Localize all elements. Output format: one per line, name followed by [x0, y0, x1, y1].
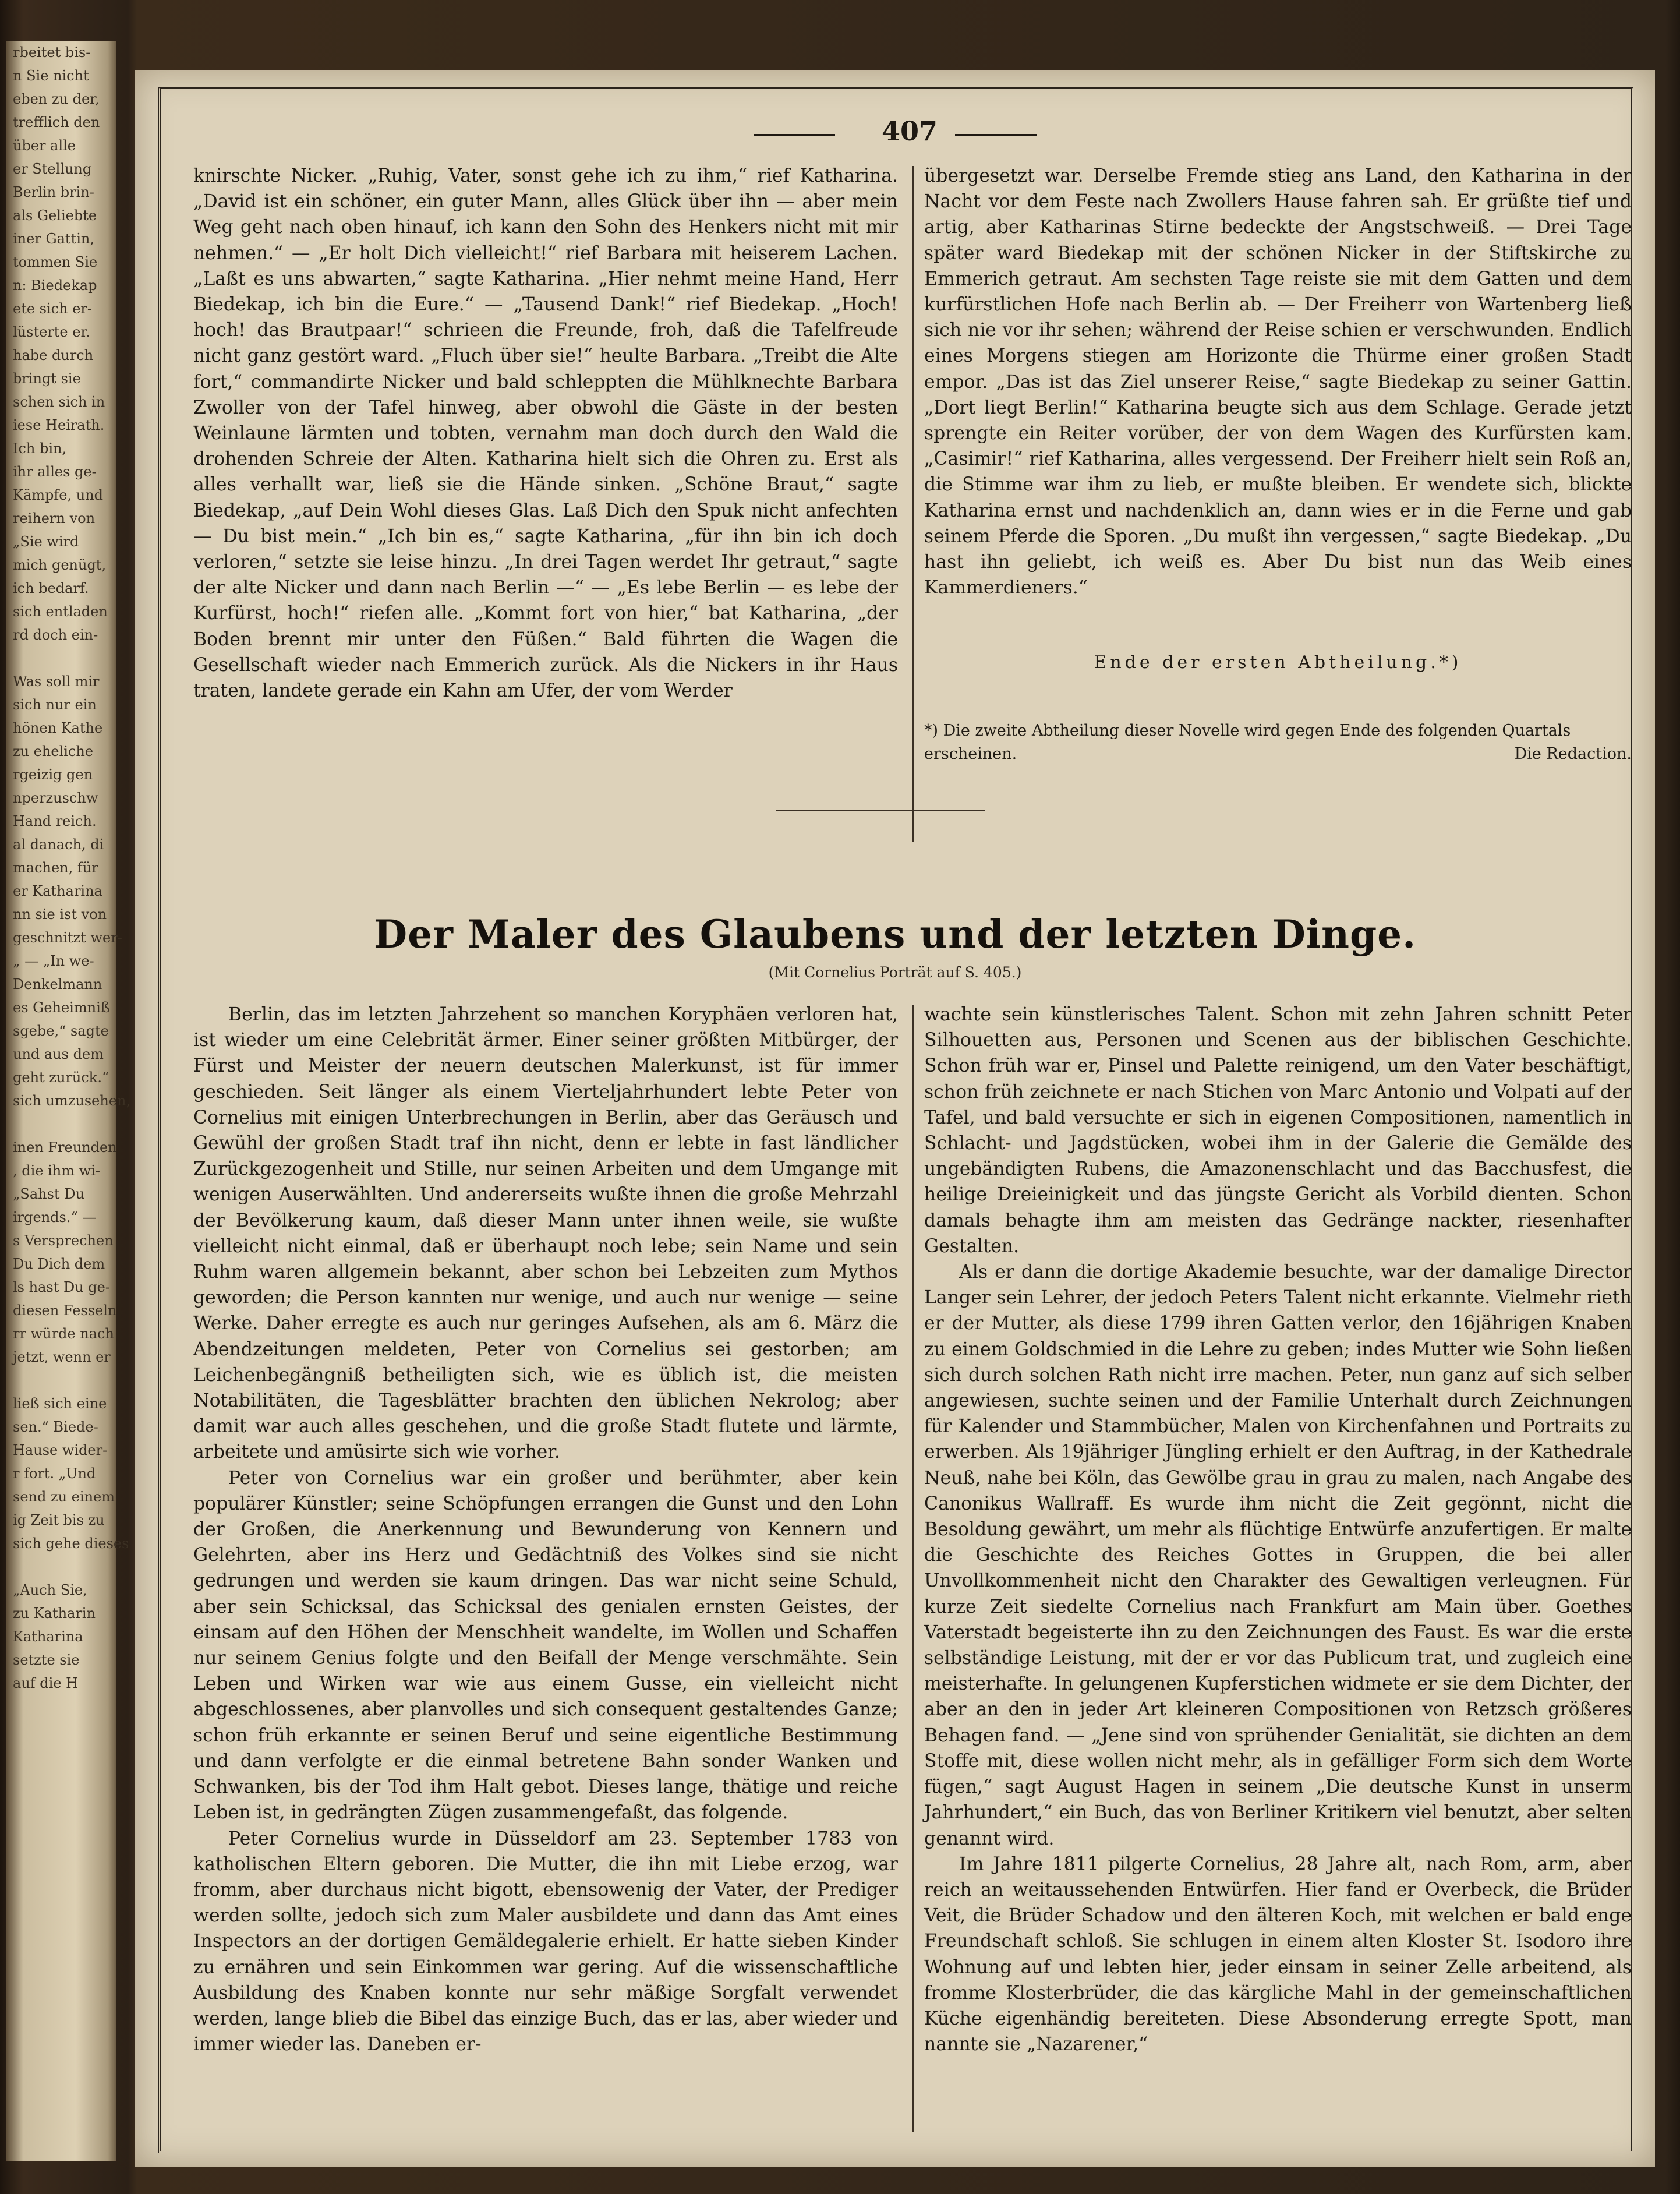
- adjacent-page-line: geschnitzt wer-: [13, 930, 122, 946]
- adjacent-page-line: r fort. „Und: [13, 1465, 96, 1482]
- article-paragraph: wachte sein künstlerisches Talent. Schon mit zehn Jahren schnitt Peter Silhouetten aus, Personen und Scenen aus der biblischen Geschichte. Schon früh war er, Pinsel und Palette reinigend, um den Vater beschäftigt, schon früh zeichnete er nach Stichen von Marc Antonio und Volpati auf der Tafel, und bald versuchte er sich in eigenen Compositionen, namentlich in Schlacht- und Jagdstücken, wobei ihm in der Galerie die Gemälde des ungebändigten Rubens, die Amazonenschlacht und das Bacchusfest, die heilige Dreieinigkeit und das jüngste Gericht als Vorbild dienten. Schon damals behagte ihm am meisten das Gedränge nackter, riesenhafter Gestalten.: [924, 1004, 1632, 1257]
- story-right-column: [924, 163, 1632, 600]
- adjacent-page-line: „Sie wird: [13, 534, 79, 550]
- adjacent-page-line: Kämpfe, und: [13, 487, 103, 503]
- adjacent-page-line: iner Gattin,: [13, 231, 94, 247]
- adjacent-page-strip: [6, 41, 131, 2161]
- adjacent-page-line: [6, 1555, 116, 1578]
- adjacent-page-line: rgeizig gen: [13, 766, 93, 783]
- article-paragraph: Im Jahre 1811 pilgerte Cornelius, 28 Jahre alt, nach Rom, arm, aber reich an weitaussehenden Entwürfen. Hier fand er Overbeck, die Brüder Veit, die Brüder Schadow und den älteren Koch, mit welchen er bald enge Freundschaft schloß. Sie schlugen in einem alten Kloster St. Isodoro ihre Wohnung auf und lebten hier, jeder einsam in seiner Zelle arbeitend, als fromme Klosterbrüder, die das kärgliche Mahl in der gemeinschaftlichen Küche eigenhändig bereiteten. Diese Absonderung erregte Spott, man nannte sie „Nazarener,“: [924, 1853, 1632, 2055]
- adjacent-page-line: Du Dich dem: [13, 1256, 105, 1272]
- adjacent-page-line: al danach, di: [13, 836, 104, 853]
- adjacent-page-line: schen sich in: [13, 394, 105, 410]
- adjacent-page-line: sich nur ein: [13, 697, 97, 713]
- adjacent-page-line: Hause wider-: [13, 1442, 108, 1458]
- story-left-text: knirschte Nicker. „Ruhig, Vater, sonst gehe ich zu ihm,“ rief Katharina. „David ist ein schöner, ein guter Mann, alles Glück über ihn — aber mein Weg geht nach oben hinauf, ich kann den Sohn des Henkers nicht mit mir nehmen.“ — „Er holt Dich vielleicht!“ rief Barbara mit heiserem Lachen. „Laßt es uns abwarten,“ sagte Katharina. „Hier nehmt meine Hand, Herr Biedekap, ich bin die Eure.“ — „Tausend Dank!“ rief Biedekap. „Hoch! hoch! das Brautpaar!“ schrieen die Freunde, froh, daß die Tafelfreude nicht ganz gestört ward. „Fluch über sie!“ heulte Barbara. „Treibt die Alte fort,“ commandirte Nicker und bald schleppten die Mühlknechte Barbara Zwoller von der Tafel hinweg, aber obwohl die Gäste in der besten Weinlaune lärmten und tobten, vernahm man doch durch den Wald die drohenden Schreie der Alten. Katharina hielt sich die Ohren zu. Erst als alles verhallt war, ließ sie die Hände sinken. „Schöne Braut,“ sagte Biedekap, „auf Dein Wohl dieses Glas. Laß Dich den Spuk nicht anfechten — Du bist mein.“ „Ich bin es,“ sagte Katharina, „für ihn bin ich doch verloren,“ setzte sie leise hinzu. „In drei Tagen werdet Ihr getraut,“ sagte der alte Nicker und dann nach Berlin —“ — „Es lebe Berlin — es lebe der Kurfürst, hoch!“ riefen alle. „Kommt fort von hier,“ bat Katharina, „der Boden brennt mir unter den Füßen.“ Bald führten die Wagen die Gesellschaft wieder nach Emmerich zurück. Als die Nickers in ihr Haus traten, landete gerade ein Kahn am Ufer, der vom Werder: [193, 165, 898, 702]
- adjacent-page-line: es Geheimniß: [13, 999, 110, 1016]
- adjacent-page-line: „Auch Sie,: [13, 1582, 87, 1598]
- adjacent-page-line: , die ihm wi-: [13, 1163, 100, 1179]
- adjacent-page-line: s Versprechen: [13, 1232, 114, 1249]
- adjacent-page-line: „ — „In we-: [13, 953, 94, 969]
- adjacent-page-line: zu eheliche: [13, 743, 94, 759]
- adjacent-page-line: Katharina: [13, 1628, 83, 1645]
- adjacent-page-line: n Sie nicht: [13, 68, 89, 84]
- adjacent-page-line: tommen Sie: [13, 254, 98, 270]
- adjacent-page-line: auf die H: [13, 1675, 79, 1691]
- adjacent-page-line: habe durch: [13, 347, 94, 363]
- article-right-column: [924, 1002, 1632, 2057]
- adjacent-page-line: sich entladen: [13, 603, 108, 620]
- adjacent-page-line: ig Zeit bis zu: [13, 1512, 105, 1528]
- article-left-column: [193, 1002, 898, 2057]
- adjacent-page-line: über alle: [13, 137, 76, 154]
- adjacent-page-line: geht zurück.“: [13, 1069, 109, 1086]
- adjacent-page-line: ließ sich eine: [13, 1395, 107, 1412]
- adjacent-page-line: nperzuschw: [13, 790, 98, 806]
- adjacent-page-line: sich gehe dieses: [13, 1535, 129, 1552]
- adjacent-page-line: setzte sie: [13, 1652, 80, 1668]
- adjacent-page-line: „Sahst Du: [13, 1186, 84, 1202]
- adjacent-page-line: er Katharina: [13, 883, 102, 899]
- article-separator: [776, 810, 985, 811]
- adjacent-page-line: zu Katharin: [13, 1605, 96, 1621]
- adjacent-page-line: hönen Kathe: [13, 720, 103, 736]
- adjacent-page-line: Hand reich.: [13, 813, 97, 829]
- column-divider-top: [912, 166, 914, 842]
- newspaper-page: [135, 70, 1655, 2167]
- article-paragraph: Als er dann die dortige Akademie besuchte, war der damalige Director Langer sein Lehrer, der jedoch Peters Talent nicht erkannte. Vielmehr rieth er der Mutter, als diese 1799 ihren Gatten verlor, den 16jährigen Knaben zu einem Goldschmied in die Lehre zu geben; indes Mutter wie Sohn ließen sich durch solchen Rath nicht irre machen. Peter, nun ganz auf sich selber angewiesen, suchte seinen und der Familie Unterhalt durch Zeichnungen für Kalender und Stammbücher, Malen von Kirchenfahnen und Portraits zu erwerben. Als 19jähriger Jüngling erhielt er den Auftrag, in der Kathedrale Neuß, nahe bei Köln, das Gewölbe grau in grau zu malen, nach Angabe des Canonikus Wallraff. Es wurde ihm nicht die Zeit gegönnt, nicht die Besoldung gewährt, um mehr als flüchtige Entwürfe anzufertigen. Er malte die Geschichte des Reiches Gottes in Gruppen, die bei aller Unvollkommenheit nicht den Charakter des Gewaltigen verleugnen. Für kurze Zeit siedelte Cornelius nach Frankfurt am Main über. Goethes Vaterstadt begeisterte ihn zu den Zeichnungen des Faust. Es war die erste selbständige Leistung, mit der er vor das Publicum trat, und zugleich eine meisterhafte. In gelungenen Kupferstichen widmete er sie dem Dichter, der aber an den in jeder Art kleineren Compositionen von Retzsch größeres Behagen fand. — „Jene sind von sprühender Genialität, sie dichten an dem Stoffe mit, diese wollen nicht mehr, als in gefälliger Form sich dem Worte fügen,“ sagt August Hagen in seinem „Die deutsche Kunst in unserm Jahrhundert,“ ein Buch, das von Berliner Kritikern viel benutzt, aber selten genannt wird.: [924, 1262, 1632, 1849]
- adjacent-page-line: machen, für: [13, 860, 98, 876]
- adjacent-page-line: nn sie ist von: [13, 906, 107, 923]
- page-number-rule-left: [754, 134, 835, 136]
- adjacent-page-line: [6, 646, 116, 670]
- article-paragraph: Berlin, das im letzten Jahrzehent so manchen Koryphäen verloren hat, ist wieder um eine Celebrität ärmer. Einer seiner größten Mitbürger, der Fürst und Meister der neuern deutschen Malerkunst, ist für immer geschieden. Seit länger als einem Vierteljahrhundert lebte Peter von Cornelius mit einigen Unterbrechungen in Berlin, aber das Geräusch und Gewühl der großen Stadt traf ihn nicht, denn er lebte in fast ländlicher Zurückgezogenheit und Stille, nur seinen Arbeiten und dem Umgange mit wenigen Auserwählten. Und andererseits wußte ihnen die große Mehrzahl der Bevölkerung kaum, daß dieser Mann unter ihnen weile, sie wußte vielleicht nicht einmal, daß er überhaupt noch lebe; sein Name und sein Ruhm waren allgemein bekannt, aber schon bei Lebzeiten zum Mythos geworden; die Person kannten nur wenige, und auch nur wenige — seine Werke. Daher erregte es auch nur geringes Aufsehen, als am 6. März die Abendzeitungen meldeten, Peter von Cornelius sei gestorben; am Leichenbegängniß betheiligten sich, wie es üblich ist, die meisten Notabilitäten, die Tagesblätter brachten den üblichen Nekrolog; aber damit war auch alles geschehen, und die große Stadt flutete und lärmte, arbeitete und amüsirte sich wie vorher.: [193, 1004, 898, 1463]
- adjacent-page-line: rr würde nach: [13, 1326, 114, 1342]
- adjacent-page-line: jetzt, wenn er: [13, 1349, 111, 1365]
- adjacent-page-line: rbeitet bis-: [13, 44, 91, 61]
- adjacent-page-line: send zu einem: [13, 1489, 115, 1505]
- adjacent-page-line: reihern von: [13, 510, 96, 527]
- adjacent-page-line: er Stellung: [13, 161, 92, 177]
- section-end-marker: Ende der ersten Abtheilung.*): [1094, 652, 1462, 673]
- adjacent-page-line: [6, 1112, 116, 1136]
- article-subtitle: (Mit Cornelius Porträt auf S. 405.): [768, 964, 1022, 981]
- adjacent-page-line: ich bedarf.: [13, 580, 89, 596]
- adjacent-page-line: ihr alles ge-: [13, 464, 97, 480]
- adjacent-page-line: inen Freunden: [13, 1139, 117, 1156]
- adjacent-page-line: diesen Fesseln: [13, 1302, 117, 1319]
- adjacent-page-line: mich genügt,: [13, 557, 107, 573]
- adjacent-page-line: irgends.“ —: [13, 1209, 97, 1225]
- footnote-signature: Die Redaction.: [1514, 745, 1632, 763]
- adjacent-page-line: Ich bin,: [13, 440, 67, 457]
- adjacent-page-line: sen.“ Biede-: [13, 1419, 98, 1435]
- story-left-column: [193, 163, 898, 704]
- adjacent-page-line: iese Heirath.: [13, 417, 105, 433]
- article-paragraph: Peter von Cornelius war ein großer und berühmter, aber kein populärer Künstler; seine Schöpfungen errangen die Gunst und den Lohn der Großen, die Anerkennung und Bewunderung von Kennern und Gelehrten, aber ins Herz und Gedächtniß des Volkes sind sie nicht gedrungen und werden sie kaum dringen. Das war nicht seine Schuld, aber sein Schicksal, das Schicksal des genialen ernsten Geistes, der einsam auf den Höhen der Menschheit wandelte, im Wollen und Schaffen nur seinem Genius folgte und den Beifall der Menge verschmähte. Sein Leben und Wirken war wie aus einem Gusse, ein vielleicht nicht abgeschlossenes, aber planvolles und sich consequent gestaltendes Ganze; schon früh erkannte er seinen Beruf und seine eigentliche Bestimmung und dann verfolgte er die einmal betretene Bahn sonder Wanken und Schwanken, bis der Tod ihm Halt gebot. Dieses lange, thätige und reiche Leben ist, in gedrängten Zügen zusammengefaßt, das folgende.: [193, 1467, 898, 1824]
- adjacent-page-line: als Geliebte: [13, 207, 97, 224]
- adjacent-page-line: n: Biedekap: [13, 277, 97, 294]
- adjacent-page-line: lüsterte er.: [13, 324, 90, 340]
- page-number-rule-right: [955, 134, 1037, 136]
- adjacent-page-line: sich umzusehen,: [13, 1093, 131, 1109]
- adjacent-page-line: Berlin brin-: [13, 184, 94, 200]
- story-right-text: übergesetzt war. Derselbe Fremde stieg ans Land, den Katharina in der Nacht vor dem Feste nach Zwollers Hause fahren sah. Er grüßte tief und artig, aber Katharinas Stirne bedeckte der Angstschweiß. — Drei Tage später ward Biedekap mit der schönen Nicker in der Stiftskirche zu Emmerich getraut. Am sechsten Tage reiste sie mit dem Gatten und dem kurfürstlichen Hofe nach Berlin ab. — Der Freiherr von Wartenberg ließ sich nie vor ihr sehen; während der Reise schien er verschwunden. Endlich eines Morgens stiegen am Horizonte die Thürme einer großen Stadt empor. „Das ist das Ziel unserer Reise,“ sagte Biedekap zu seiner Gattin. „Dort liegt Berlin!“ Katharina beugte sich aus dem Schlage. Gerade jetzt sprengte ein Reiter vorüber, der von dem Wagen des Kurfürsten kam. „Casimir!“ rief Katharina, alles vergessend. Der Freiherr hielt sein Roß an, die Stimme war ihm zu lieb, er mußte bleiben. Er wendete sich, blickte Katharina ernst und nachdenklich an, dann wies er in die Ferne und gab seinem Pferde die Sporen. „Du mußt ihn vergessen,“ sagte Biedekap. „Du hast ihn geliebt, ich weiß es. Aber Du bist nun das Weib eines Kammerdieners.“: [924, 165, 1632, 599]
- column-divider-bottom: [912, 1005, 914, 2132]
- adjacent-page-line: ls hast Du ge-: [13, 1279, 110, 1295]
- adjacent-page-line: rd doch ein-: [13, 627, 98, 643]
- footnote-text: *) Die zweite Abtheilung dieser Novelle wird gegen Ende des folgenden Quartals erscheinen.: [924, 722, 1571, 763]
- adjacent-page-line: [6, 1369, 116, 1392]
- adjacent-page-line: sgebe,“ sagte: [13, 1023, 109, 1039]
- article-title: Der Maler des Glaubens und der letzten Dinge.: [373, 911, 1417, 957]
- page-number: 407: [881, 115, 938, 147]
- adjacent-page-line: eben zu der,: [13, 91, 100, 107]
- adjacent-page-line: ete sich er-: [13, 301, 92, 317]
- adjacent-page-line: und aus dem: [13, 1046, 104, 1062]
- adjacent-page-line: Denkelmann: [13, 976, 102, 992]
- footnote: [924, 719, 1632, 766]
- adjacent-page-line: trefflich den: [13, 114, 100, 130]
- adjacent-page-text: [6, 41, 131, 1695]
- article-paragraph: Peter Cornelius wurde in Düsseldorf am 23. September 1783 von katholischen Eltern geboren. Die Mutter, die ihn mit Liebe erzog, war fromm, aber durchaus nicht bigott, ebensowenig der Vater, der Prediger werden sollte, jedoch sich zum Maler ausbildete und dann das Amt eines Inspectors an der dortigen Gemäldegalerie erhielt. Er hatte sieben Kinder zu ernähren und sein Einkommen war gering. Auf die wissenschaftliche Ausbildung des Knaben konnte nur sehr mäßige Sorgfalt verwendet werden, lange blieb die Bibel das einzige Buch, das er las, aber wieder und immer wieder las. Daneben er-: [193, 1828, 898, 2055]
- adjacent-page-line: Was soll mir: [13, 673, 100, 690]
- adjacent-page-line: bringt sie: [13, 370, 81, 387]
